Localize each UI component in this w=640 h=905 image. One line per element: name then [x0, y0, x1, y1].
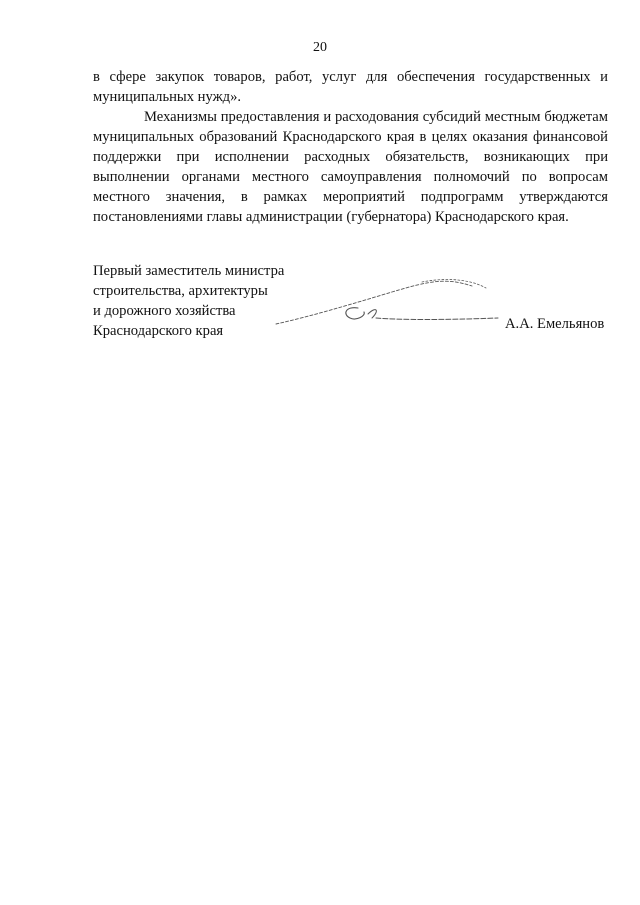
document-body	[93, 67, 608, 227]
signatory-title-line: Первый заместитель министра	[93, 263, 285, 279]
signatory-title-line: Краснодарского края	[93, 323, 224, 339]
signatory-title-line: и дорожного хозяйства	[93, 303, 236, 319]
signer-name: А.А. Емельянов	[505, 316, 605, 332]
signatory-title-line: строительства, архитектуры	[93, 283, 268, 299]
page-number: 20	[313, 40, 327, 55]
handwritten-signature	[272, 272, 502, 334]
paragraph-subsidy-mechanisms: Механизмы предоставления и расходования субсидий местным бюджетам муниципальных образований Краснодарского края в целях оказания финансовой поддержки при исполнении расходных обязательств, возникающих при выполнении органами местного самоуправления полномочий по вопросам местного значения, в рамках мероприятий подпрограмм утверждаются постановлениями главы администрации (губернатора) Краснодарского края.	[93, 109, 608, 225]
paragraph-continuation: в сфере закупок товаров, работ, услуг для обеспечения государственных и муниципальных нужд».	[93, 69, 608, 105]
